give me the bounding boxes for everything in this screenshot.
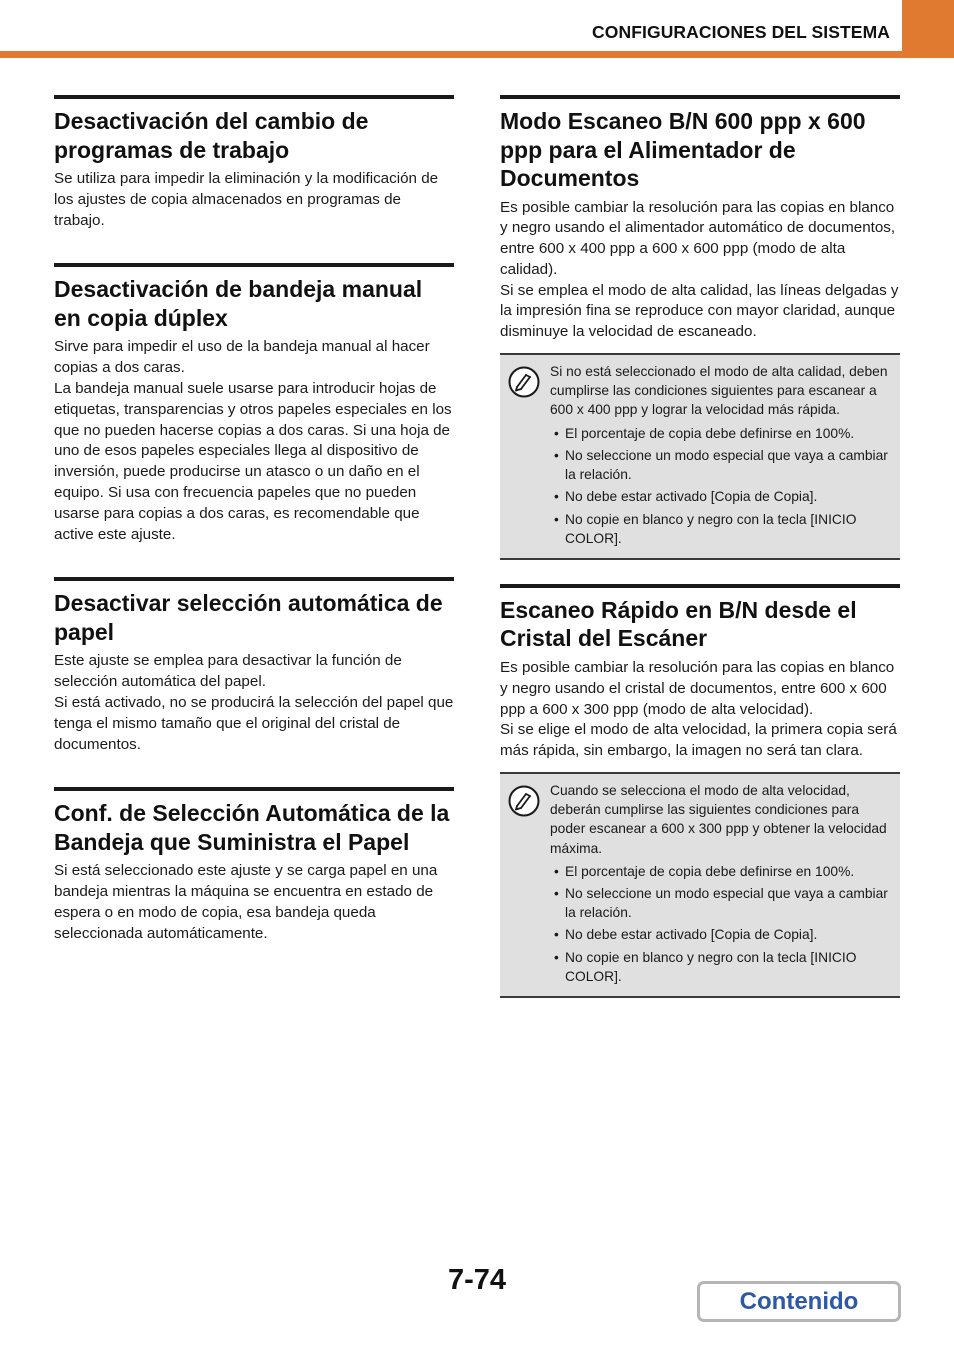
section-auto-tray-select (54, 787, 454, 944)
section-body: Es posible cambiar la resolución para las copias en blanco y negro usando el cristal de documentos, entre 600 x 600 ppp a 600 x 300 ppp (modo de alta velocidad). Si se elige el modo de alta velocidad, la primera copia será más rápida, sin embargo, la imagen no será tan clara. (500, 658, 897, 760)
note-box (500, 353, 900, 560)
note-content (550, 781, 892, 989)
note-intro: Si no está seleccionado el modo de alta calidad, deben cumplirse las condiciones siguientes para escanear a 600 x 400 ppp y lograr la velocidad más rápida. (550, 364, 888, 418)
section-body: Si está seleccionado este ajuste y se carga papel en una bandeja mientras la máquina se encuentra en estado de espera o en modo de copia, esa bandeja queda seleccionada automáticamente. (54, 862, 438, 942)
note-item: • No seleccione un modo especial que vaya a cambiar la relación. (550, 446, 892, 484)
header-tab (902, 0, 954, 58)
note-list (550, 424, 892, 548)
section-bw-600dpi-feeder (500, 95, 900, 343)
section-title: Desactivación de bandeja manual en copia dúplex (54, 263, 454, 332)
note-item: • El porcentaje de copia debe definirse en 100%. (550, 862, 892, 881)
note-item: • No debe estar activado [Copia de Copia]. (550, 487, 892, 506)
note-item: • No debe estar activado [Copia de Copia]. (550, 925, 892, 944)
pencil-note-icon (508, 366, 540, 398)
section-title: Desactivar selección automática de papel (54, 577, 454, 646)
section-body: Se utiliza para impedir la eliminación y la modificación de los ajustes de copia almacenados en programas de trabajo. (54, 170, 439, 229)
section-title: Conf. de Selección Automática de la Bandeja que Suministra el Papel (54, 787, 454, 856)
note-content (550, 362, 892, 551)
note-item: • No copie en blanco y negro con la tecla [INICIO COLOR]. (550, 948, 892, 986)
pencil-note-icon (508, 785, 540, 817)
note-list (550, 862, 892, 986)
section-disable-job-program-change (54, 95, 454, 231)
section-body: Este ajuste se emplea para desactivar la función de selección automática del papel. Si está activado, no se producirá la selección del papel que tenga el mismo tamaño que el original del cristal de documentos. (54, 652, 454, 753)
section-disable-auto-paper-select (54, 577, 454, 755)
contents-button[interactable]: Contenido (697, 1281, 901, 1322)
note-item: • El porcentaje de copia debe definirse en 100%. (550, 424, 892, 443)
left-column (54, 95, 454, 977)
section-title: Modo Escaneo B/N 600 ppp x 600 ppp para el Alimentador de Documentos (500, 95, 900, 193)
section-title: Desactivación del cambio de programas de trabajo (54, 95, 454, 164)
note-item: • No copie en blanco y negro con la tecla [INICIO COLOR]. (550, 510, 892, 548)
section-disable-manual-tray-duplex (54, 263, 454, 545)
section-body: Sirve para impedir el uso de la bandeja manual al hacer copias a dos caras. La bandeja manual suele usarse para introducir hojas de etiquetas, transparencias y otros papeles especiales en los que no pueden hacerse copias a dos caras. Si una hoja de uno de esos papeles especiales llega al dispositivo de inversión, puede producirse un atasco o un daño en el equipo. Si usa con frecuencia papeles que no pueden usarse para copias a dos caras, es recomendable que active este ajuste. (54, 338, 452, 543)
section-title: Escaneo Rápido en B/N desde el Cristal del Escáner (500, 584, 900, 653)
header-title: CONFIGURACIONES DEL SISTEMA (592, 22, 890, 42)
right-column (500, 95, 900, 1022)
section-body: Es posible cambiar la resolución para las copias en blanco y negro usando el alimentador automático de documentos, entre 600 x 400 ppp a 600 x 600 ppp (modo de alta calidad). Si se emplea el modo de alta calidad, las líneas delgadas y la impresión fina se reproduce con mayor claridad, aunque disminuye la velocidad de escaneado. (500, 198, 899, 341)
page-number: 7-74 (448, 1264, 507, 1296)
header-rule (0, 51, 954, 58)
note-item: • No seleccione un modo especial que vaya a cambiar la relación. (550, 884, 892, 922)
section-fast-bw-scan-glass (500, 584, 900, 762)
note-box (500, 772, 900, 998)
note-intro: Cuando se selecciona el modo de alta velocidad, deberán cumplirse las siguientes condiciones para poder escanear a 600 x 300 ppp y obtener la velocidad máxima. (550, 782, 887, 856)
